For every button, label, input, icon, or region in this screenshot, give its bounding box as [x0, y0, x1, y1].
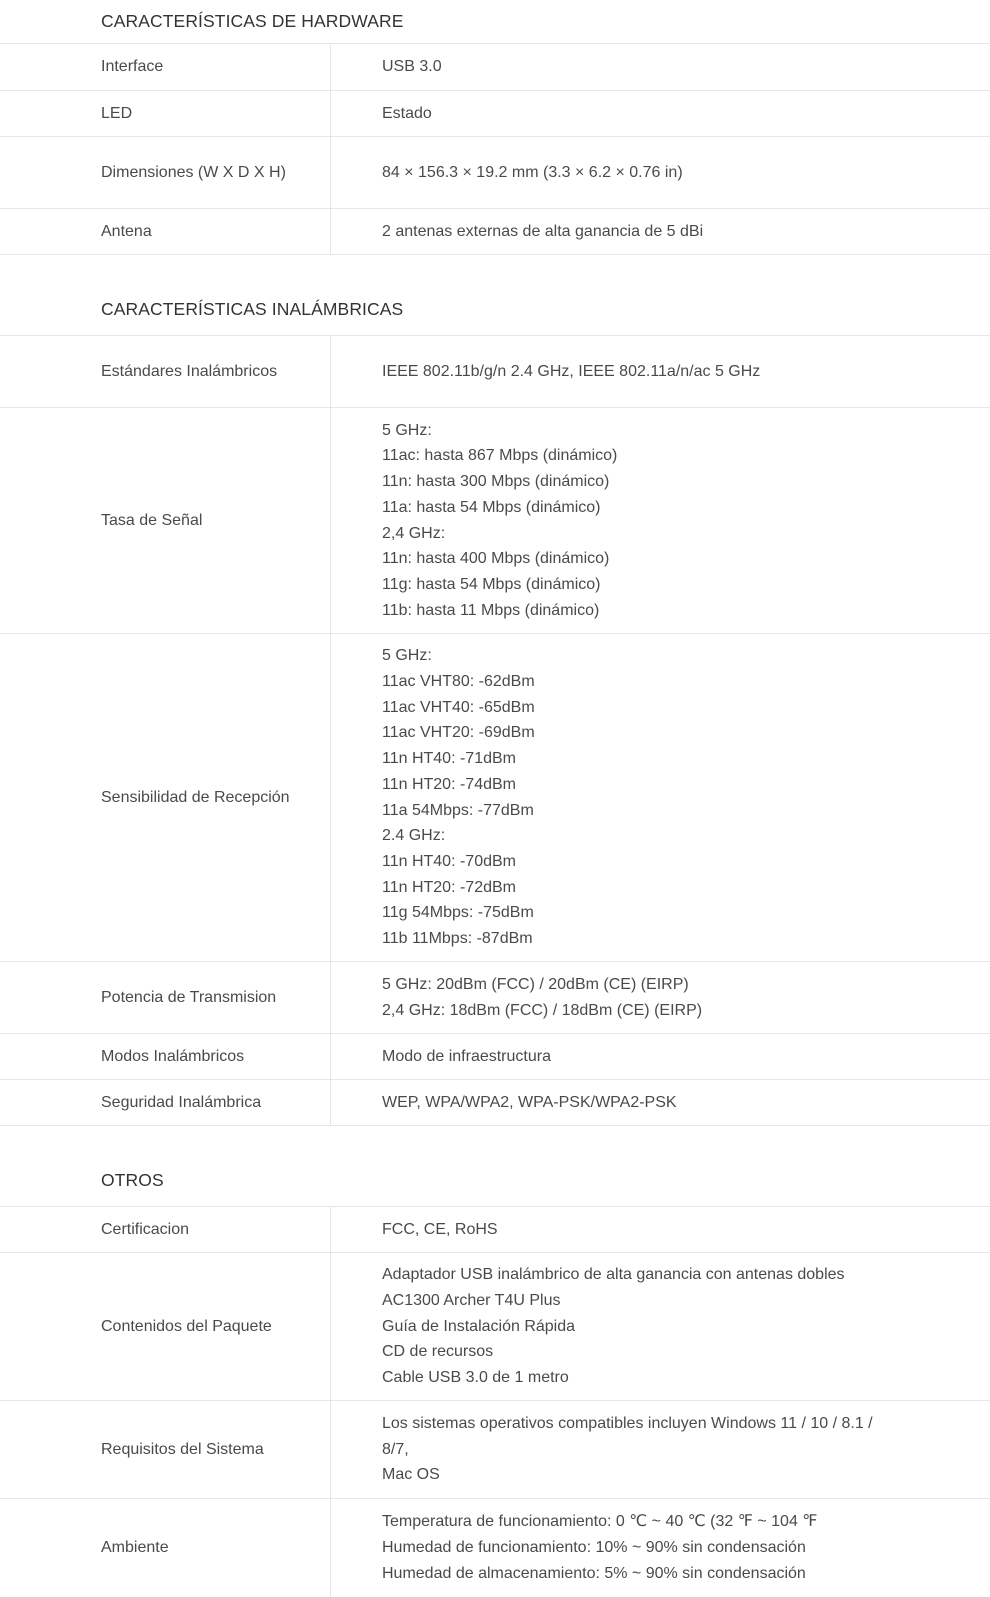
spec-row-standards	[0, 336, 990, 408]
spec-label: Sensibilidad de Recepción	[0, 634, 331, 961]
spec-value	[331, 1499, 990, 1597]
spec-row-signal-rate	[0, 408, 990, 634]
spec-row-environment	[0, 1499, 990, 1597]
spec-value-line: 11b: hasta 11 Mbps (dinámico)	[382, 601, 600, 619]
section-title-hardware: CARACTERÍSTICAS DE HARDWARE	[101, 11, 404, 31]
spec-value-line: 11ac: hasta 867 Mbps (dinámico)	[382, 447, 618, 465]
spec-row-package-contents	[0, 1253, 990, 1401]
spec-row-wireless-security	[0, 1080, 990, 1126]
spec-value-line: Cable USB 3.0 de 1 metro	[382, 1369, 569, 1387]
spec-value-line: 5 GHz: 20dBm (FCC) / 20dBm (CE) (EIRP)	[382, 975, 689, 993]
spec-value-line: 11n: hasta 400 Mbps (dinámico)	[382, 550, 610, 568]
spec-label: Ambiente	[0, 1499, 331, 1597]
spec-label: Interface	[0, 44, 331, 90]
spec-row-dimensions	[0, 137, 990, 209]
spec-value	[331, 336, 990, 407]
spec-label: Certificacion	[0, 1207, 331, 1252]
spec-label: Antena	[0, 209, 331, 254]
spec-value-line: 11a 54Mbps: -77dBm	[382, 801, 534, 819]
spec-label: Potencia de Transmision	[0, 962, 331, 1033]
spec-value	[331, 1080, 990, 1125]
spec-value-line: Temperatura de funcionamiento: 0 ℃ ~ 40 ℃ (32 ℉ ~ 104 ℉	[382, 1513, 818, 1531]
spec-value-line: 5 GHz:	[382, 647, 432, 665]
spec-label: LED	[0, 91, 331, 136]
spec-label: Seguridad Inalámbrica	[0, 1080, 331, 1125]
spec-value-line: 11n HT40: -71dBm	[382, 750, 516, 768]
spec-value-line: 2,4 GHz:	[382, 524, 446, 542]
spec-value-line: Guía de Instalación Rápida	[382, 1317, 576, 1335]
spec-label: Estándares Inalámbricos	[0, 336, 331, 407]
spec-value	[331, 137, 990, 208]
spec-table-hardware	[0, 43, 990, 255]
spec-value	[331, 1207, 990, 1252]
spec-value-line: 11a: hasta 54 Mbps (dinámico)	[382, 498, 601, 516]
spec-value	[331, 44, 990, 90]
spec-row-certification	[0, 1207, 990, 1253]
spec-table-others	[0, 1206, 990, 1597]
spec-value-line: Adaptador USB inalámbrico de alta ganancia con antenas dobles	[382, 1266, 845, 1284]
spec-value-line: 11n HT20: -72dBm	[382, 878, 516, 896]
spec-row-led	[0, 91, 990, 137]
spec-table-wireless	[0, 335, 990, 1126]
spec-row-tx-power	[0, 962, 990, 1034]
spec-value-line: 2.4 GHz:	[382, 827, 446, 845]
spec-value-line: 2,4 GHz: 18dBm (FCC) / 18dBm (CE) (EIRP)	[382, 1001, 703, 1019]
spec-value-line: 11n HT40: -70dBm	[382, 852, 516, 870]
spec-value-line: 11ac VHT80: -62dBm	[382, 672, 535, 690]
spec-value	[331, 1034, 990, 1079]
spec-label: Tasa de Señal	[0, 408, 331, 633]
spec-value	[331, 634, 990, 961]
spec-value-line: Humedad de almacenamiento: 5% ~ 90% sin condensación	[382, 1564, 806, 1582]
spec-value-line: IEEE 802.11b/g/n 2.4 GHz, IEEE 802.11a/n/ac 5 GHz	[382, 362, 761, 380]
spec-value-line: 11ac VHT40: -65dBm	[382, 698, 535, 716]
spec-value-line: AC1300 Archer T4U Plus	[382, 1291, 561, 1309]
spec-value-line: 11n HT20: -74dBm	[382, 775, 516, 793]
spec-value-line: FCC, CE, RoHS	[382, 1220, 498, 1238]
spec-value-line: WEP, WPA/WPA2, WPA-PSK/WPA2-PSK	[382, 1093, 677, 1111]
spec-value	[331, 1401, 990, 1498]
spec-value-line: 2 antenas externas de alta ganancia de 5 dBi	[382, 222, 704, 240]
spec-value-line: 11n: hasta 300 Mbps (dinámico)	[382, 473, 610, 491]
section-title-wireless: CARACTERÍSTICAS INALÁMBRICAS	[101, 298, 404, 319]
spec-value	[331, 1253, 990, 1400]
spec-label: Contenidos del Paquete	[0, 1253, 331, 1400]
spec-value-line: 11ac VHT20: -69dBm	[382, 724, 535, 742]
spec-value	[331, 408, 990, 633]
spec-value-line: 11g 54Mbps: -75dBm	[382, 904, 534, 922]
spec-value-line: USB 3.0	[382, 58, 442, 76]
spec-row-wireless-modes	[0, 1034, 990, 1080]
spec-row-interface	[0, 44, 990, 91]
spec-value	[331, 962, 990, 1033]
spec-value-line: Modo de infraestructura	[382, 1047, 551, 1065]
spec-value-line: Mac OS	[382, 1466, 440, 1484]
spec-value-line: CD de recursos	[382, 1343, 494, 1361]
spec-row-rx-sensitivity	[0, 634, 990, 962]
spec-value	[331, 91, 990, 136]
section-title-others: OTROS	[101, 1169, 164, 1190]
spec-value-line: Estado	[382, 104, 432, 122]
spec-value-line: 11b 11Mbps: -87dBm	[382, 930, 533, 948]
spec-value-line: Humedad de funcionamiento: 10% ~ 90% sin condensación	[382, 1539, 806, 1557]
spec-label: Modos Inalámbricos	[0, 1034, 331, 1079]
spec-value-line: 11g: hasta 54 Mbps (dinámico)	[382, 575, 601, 593]
spec-label: Dimensiones (W X D X H)	[0, 137, 331, 208]
spec-value-line: 84 × 156.3 × 19.2 mm (3.3 × 6.2 × 0.76 in)	[382, 163, 683, 181]
spec-value-line: 5 GHz:	[382, 421, 432, 439]
spec-label: Requisitos del Sistema	[0, 1401, 331, 1498]
spec-value-line: Los sistemas operativos compatibles incluyen Windows 11 / 10 / 8.1 / 8/7,	[382, 1414, 873, 1458]
spec-value	[331, 209, 990, 254]
spec-row-antenna	[0, 209, 990, 255]
spec-row-system-requirements	[0, 1401, 990, 1499]
